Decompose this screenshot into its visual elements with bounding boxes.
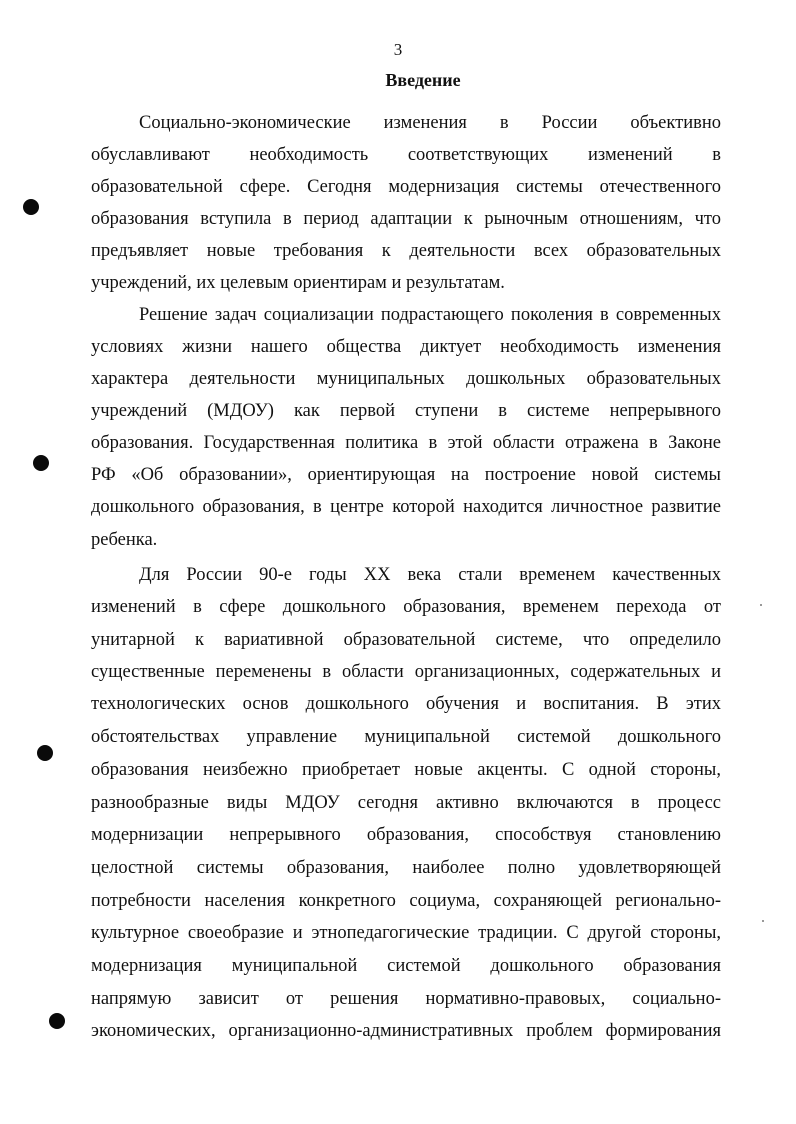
scan-speck xyxy=(760,604,762,606)
text-line: целостной системы образования, наиболее полно удовлетворяющей xyxy=(91,858,721,878)
text-line: Для России 90-е годы XX века стали временем качественных xyxy=(139,565,721,585)
punch-hole xyxy=(37,745,53,761)
text-line: обстоятельствах управление муниципальной системой дошкольного xyxy=(91,727,721,747)
text-line: Социально-экономические изменения в России объективно xyxy=(139,113,721,133)
text-line: культурное своеобразие и этнопедагогические традиции. С другой стороны, xyxy=(91,923,721,943)
text-line: характера деятельности муниципальных дошкольных образовательных xyxy=(91,369,721,389)
text-line: экономических, организационно-административных проблем формирования xyxy=(91,1021,721,1041)
text-line: образования. Государственная политика в этой области отражена в Законе xyxy=(91,433,721,453)
text-line: технологических основ дошкольного обучения и воспитания. В этих xyxy=(91,694,721,714)
text-line: существенные переменены в области организационных, содержательных и xyxy=(91,662,721,682)
text-line: обуславливают необходимость соответствующих изменений в xyxy=(91,145,721,165)
text-line: предъявляет новые требования к деятельности всех образовательных xyxy=(91,241,721,261)
punch-hole xyxy=(33,455,49,471)
scan-speck xyxy=(762,920,764,922)
text-line: учреждений (МДОУ) как первой ступени в системе непрерывного xyxy=(91,401,721,421)
text-line: дошкольного образования, в центре которой находится личностное развитие xyxy=(91,497,721,517)
text-line: образования вступила в период адаптации к рыночным отношениям, что xyxy=(91,209,721,229)
text-line: РФ «Об образовании», ориентирующая на построение новой системы xyxy=(91,465,721,485)
text-line: Решение задач социализации подрастающего поколения в современных xyxy=(139,305,721,325)
text-line: разнообразные виды МДОУ сегодня активно включаются в процесс xyxy=(91,793,721,813)
text-line: напрямую зависит от решения нормативно-правовых, социально- xyxy=(91,989,721,1009)
punch-hole xyxy=(49,1013,65,1029)
text-line: унитарной к вариативной образовательной системе, что определило xyxy=(91,630,721,650)
text-line: образования неизбежно приобретает новые акценты. С одной стороны, xyxy=(91,760,721,780)
text-line: модернизации непрерывного образования, способствуя становлению xyxy=(91,825,721,845)
punch-hole xyxy=(23,199,39,215)
text-line: ребенка. xyxy=(91,530,158,550)
text-line: учреждений, их целевым ориентирам и результатам. xyxy=(91,273,505,293)
page-number: 3 xyxy=(393,40,403,59)
page-title: Введение xyxy=(385,70,461,90)
text-line: изменений в сфере дошкольного образования, временем перехода от xyxy=(91,597,721,617)
text-line: условиях жизни нашего общества диктует необходимость изменения xyxy=(91,337,721,357)
text-line: модернизация муниципальной системой дошкольного образования xyxy=(91,956,721,976)
text-line: образовательной сфере. Сегодня модернизация системы отечественного xyxy=(91,177,721,197)
text-line: потребности населения конкретного социума, сохраняющей регионально- xyxy=(91,891,721,911)
